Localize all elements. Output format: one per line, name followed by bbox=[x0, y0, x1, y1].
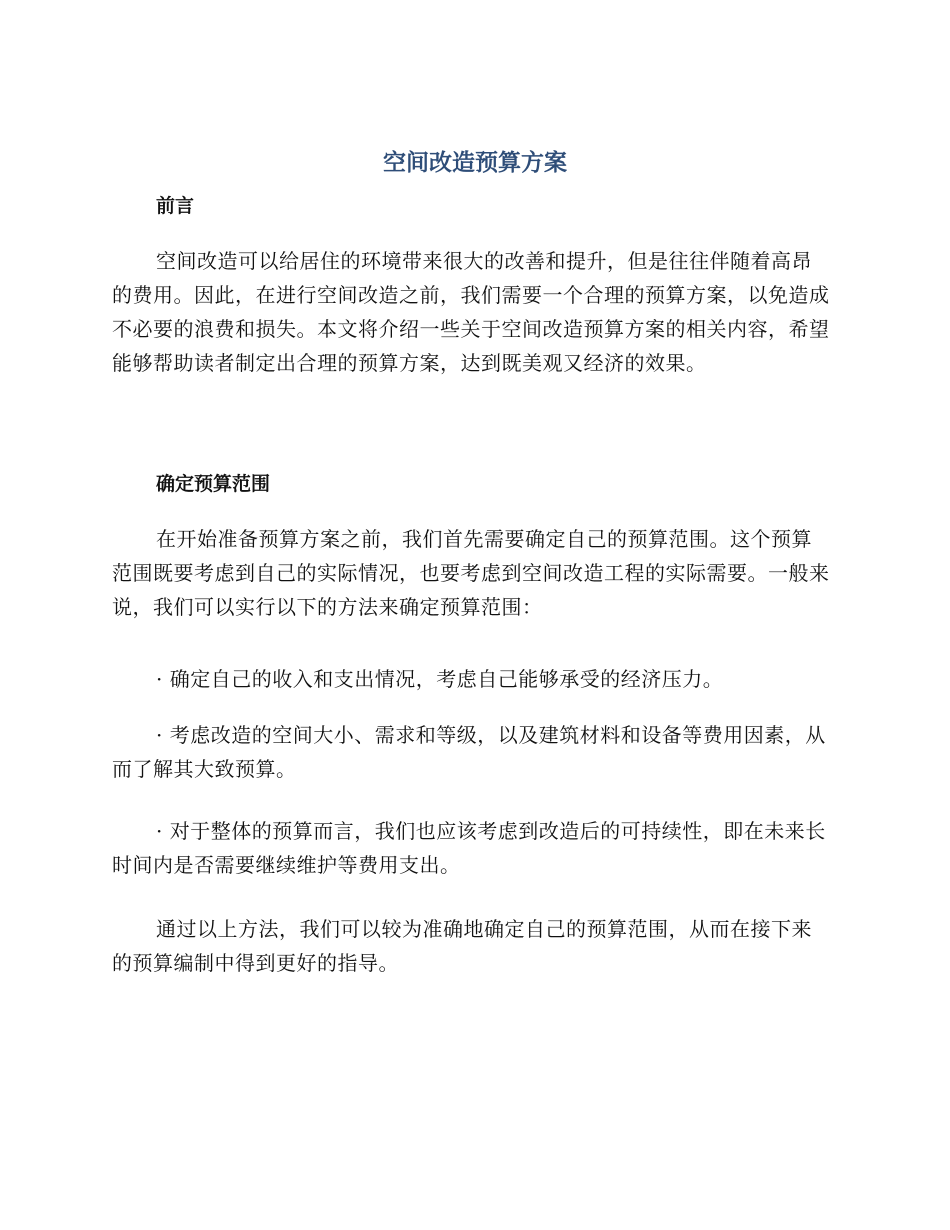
section-heading-preface: 前言 bbox=[156, 195, 195, 217]
bullet-item-sustainability: · 对于整体的预算而言，我们也应该考虑到改造后的可持续性，即在未来长时间内是否需要继续维护等费用支出。 bbox=[112, 819, 826, 877]
bullet-item-space-size: · 考虑改造的空间大小、需求和等级，以及建筑材料和设备等费用因素，从而了解其大致预算。 bbox=[112, 723, 826, 781]
budget-range-intro: 在开始准备预算方案之前，我们首先需要确定自己的预算范围。这个预算范围既要考虑到自己的实际情况，也要考虑到空间改造工程的实际需要。一般来说，我们可以实行以下的方法来确定预算范围： bbox=[112, 527, 830, 619]
document-title: 空间改造预算方案 bbox=[383, 150, 567, 176]
section-heading-budget-range: 确定预算范围 bbox=[156, 473, 271, 495]
preface-paragraph: 空间改造可以给居住的环境带来很大的改善和提升，但是往往伴随着高昂的费用。因此，在进行空间改造之前，我们需要一个合理的预算方案，以免造成不必要的浪费和损失。本文将介绍一些关于空间改造预算方案的相关内容，希望能够帮助读者制定出合理的预算方案，达到既美观又经济的效果。 bbox=[112, 249, 830, 375]
bullet-item-income: · 确定自己的收入和支出情况，考虑自己能够承受的经济压力。 bbox=[156, 667, 724, 691]
budget-range-conclusion: 通过以上方法，我们可以较为准确地确定自己的预算范围，从而在接下来的预算编制中得到更好的指导。 bbox=[112, 917, 812, 975]
